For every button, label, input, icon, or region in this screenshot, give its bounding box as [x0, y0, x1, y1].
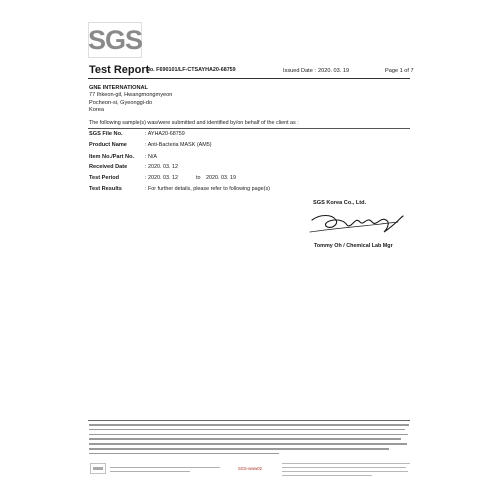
handwritten-signature [306, 208, 406, 236]
issued-date-label: Issued Date : [283, 68, 316, 74]
issued-date-value: 2020. 03. 19 [318, 68, 350, 74]
item-no-label: Item No./Part No. [89, 154, 135, 160]
test-period-label: Test Period [89, 175, 120, 181]
test-period-end: 2020. 03. 19 [206, 175, 236, 181]
footer-divider [88, 420, 410, 421]
footer-small-text [110, 467, 220, 468]
sgs-logo [88, 22, 142, 58]
client-address-line1: 77 Ihkeon-gil, Hwangmongmyeon [89, 92, 173, 99]
footer-fine-print [89, 424, 409, 464]
test-results-label: Test Results [89, 186, 122, 192]
received-date-value: : 2020. 03. 12 [145, 164, 178, 170]
signing-company: SGS Korea Co., Ltd. [313, 200, 367, 206]
test-period-start: : 2020. 03. 12 [145, 175, 178, 181]
item-no-value: : N/A [145, 154, 157, 160]
header-divider [88, 78, 410, 79]
test-results-value: : For further details, please refer to following page(s) [145, 186, 270, 192]
sgs-file-no-value: : AYHA20-68759 [145, 131, 185, 137]
footer-logo-icon [90, 463, 106, 474]
client-country: Korea [89, 107, 104, 114]
report-title: Test Report [89, 64, 150, 76]
product-name-value: : Anti-Bacteria MASK (AM5) [145, 142, 212, 148]
sgs-file-no-label: SGS File No. [89, 131, 123, 137]
client-block [89, 85, 172, 115]
product-name-label: Product Name [89, 142, 127, 148]
received-date-label: Received Date [89, 164, 128, 170]
sample-statement: The following sample(s) was/were submitted and identified by/on behalf of the client as : [89, 120, 299, 126]
statement-divider [88, 128, 410, 129]
footer-address [282, 463, 410, 479]
test-period-to: to [196, 175, 201, 181]
report-number: No. F690101/LF-CTSAYHA20-68759 [146, 67, 236, 73]
sgs-logo-text: SGS [87, 24, 143, 55]
footer-small-text-2 [110, 471, 190, 472]
signer-name: Tommy Oh / Chemical Lab Mgr [314, 243, 393, 249]
page-indicator: Page 1 of 7 [385, 68, 414, 74]
client-address-line2: Pocheon-si, Gyeonggi-do [89, 99, 153, 106]
client-name: GNE INTERNATIONAL [89, 85, 148, 91]
footer-sgs-code: SGS-www02 [238, 466, 262, 471]
